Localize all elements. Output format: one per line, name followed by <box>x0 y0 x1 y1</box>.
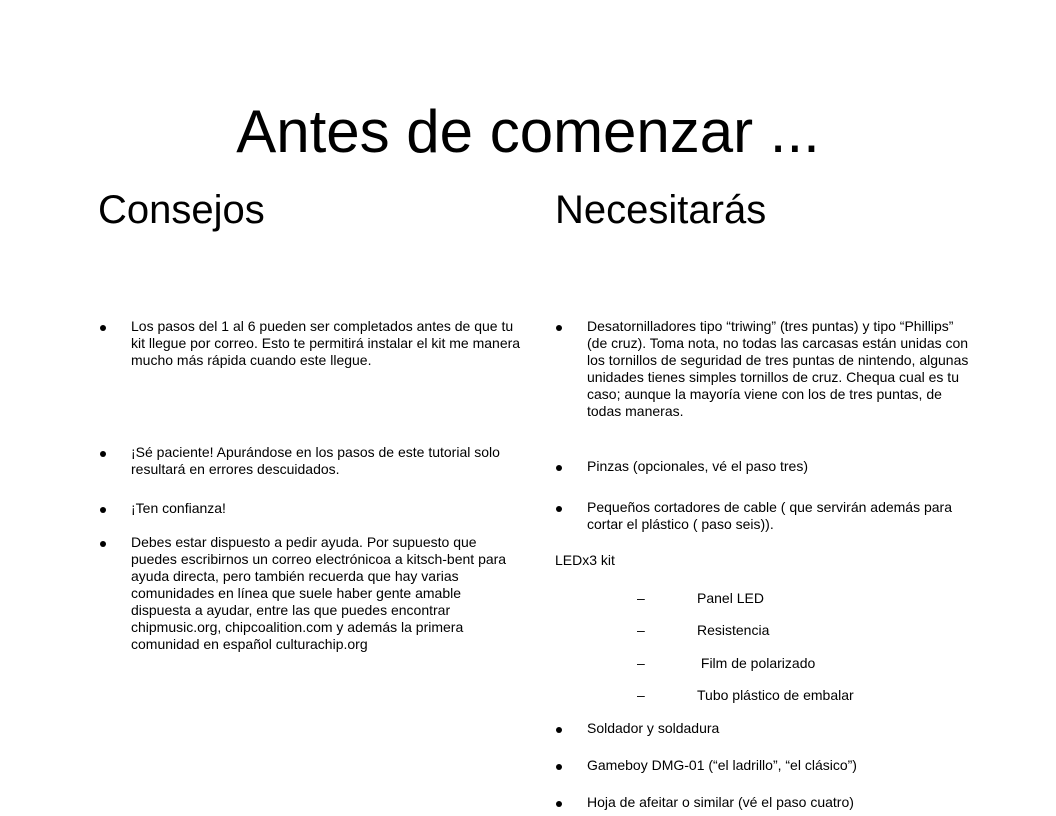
consejo-item: ¡Sé paciente! Apurándose en los pasos de este tutorial solo resultará en errores descuidados. <box>131 444 500 477</box>
dash-icon: – <box>637 655 645 671</box>
kit-item: Film de polarizado <box>697 655 816 671</box>
dash-icon: – <box>637 622 645 638</box>
kit-item: Resistencia <box>697 622 770 638</box>
kit-label: LEDx3 kit <box>555 552 615 568</box>
bullet-icon <box>556 801 562 807</box>
necesidad-item: Pinzas (opcionales, vé el paso tres) <box>587 458 808 474</box>
kit-item: Tubo plástico de embalar <box>697 687 854 703</box>
necesidad-item: Gameboy DMG-01 (“el ladrillo”, “el clásico”) <box>587 757 857 773</box>
bullet-icon <box>556 506 562 512</box>
dash-icon: – <box>637 687 645 703</box>
necesidad-item: Soldador y soldadura <box>587 720 720 736</box>
consejos-heading: Consejos <box>98 188 265 232</box>
bullet-icon <box>556 764 562 770</box>
bullet-icon <box>100 325 106 331</box>
slide-title: Antes de comenzar ... <box>236 98 820 165</box>
consejo-item: Los pasos del 1 al 6 pueden ser completados antes de que tu kit llegue por correo. Esto te permitirá instalar el kit me manera mucho más rápida cuando este llegue. <box>131 318 521 368</box>
bullet-icon <box>100 507 106 513</box>
bullet-icon <box>100 541 106 547</box>
consejo-item: Debes estar dispuesto a pedir ayuda. Por supuesto que puedes escribirnos un correo electrónicoa a kitsch-bent para ayuda directa, pero también recuerda que hay varias comunidades en línea que suele haber gente amable dispuesta a ayudar, entre las que puedes encontrar chipmusic.org, chipcoalition.com y además la primera comunidad en español culturachip.org <box>131 534 507 652</box>
bullet-icon <box>100 451 106 457</box>
necesidad-item: Hoja de afeitar o similar (vé el paso cuatro) <box>587 794 854 810</box>
consejo-item: ¡Ten confianza! <box>131 500 226 516</box>
bullet-icon <box>556 727 562 733</box>
necesitaras-heading: Necesitarás <box>555 188 767 232</box>
bullet-icon <box>556 325 562 331</box>
necesidad-item: Pequeños cortadores de cable ( que servirán además para cortar el plástico ( paso seis)). <box>587 499 952 532</box>
necesidad-item: Desatornilladores tipo “triwing” (tres puntas) y tipo “Phillips” (de cruz). Toma nota, no todas las carcasas están unidas con los tornillos de seguridad de tres puntas de nintendo, algunas unidades tienes simples tornillos de cruz. Chequa cual es tu caso; aunque la mayoría viene con los de tres puntas, de todas maneras. <box>587 318 969 419</box>
bullet-icon <box>556 465 562 471</box>
dash-icon: – <box>637 590 645 606</box>
kit-item: Panel LED <box>697 590 764 606</box>
